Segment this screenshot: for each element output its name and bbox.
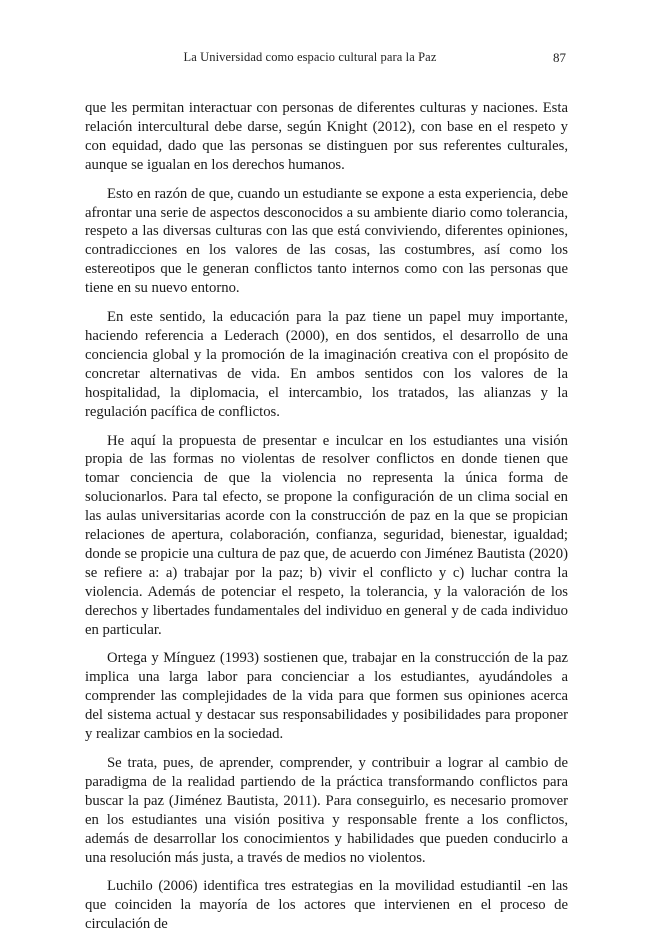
- paragraph: Se trata, pues, de aprender, comprender, y contribuir a lograr al cambio de paradigma de la realidad partiendo de la práctica transformando conflictos para buscar la paz (Jiménez Bautista, 2011). Para conseguirlo, es necesario promover en los estudiantes una visión positiva y responsable frente a los conflictos, además de desarrollar los conocimientos y habilidades que pueden conducirlo a una resolución más justa, a través de medios no violentos.: [85, 755, 568, 866]
- running-header: [0, 50, 650, 70]
- running-title: La Universidad como espacio cultural para la Paz: [183, 50, 437, 64]
- page-number: 87: [553, 50, 566, 65]
- paragraph: Ortega y Mínguez (1993) sostienen que, trabajar en la construcción de la paz implica una larga labor para concienciar a los estudiantes, ayudándoles a comprender las complejidades de la vida para que formen sus opiniones acerca del sistema actual y destacar sus responsabilidades y posibilidades para proponer y realizar cambios en la sociedad.: [85, 650, 568, 743]
- paragraph: En este sentido, la educación para la paz tiene un papel muy importante, haciendo referencia a Lederach (2000), en dos sentidos, el desarrollo de una conciencia global y la promoción de la imaginación creativa con el propósito de concretar alternativas de vida. En ambos sentidos con los valores de la hospitalidad, la diplomacia, el intercambio, los tratados, las alianzas y la regulación pacífica de conflictos.: [85, 309, 568, 420]
- paragraph: Luchilo (2006) identifica tres estrategias en la movilidad estudiantil -en las que coinciden la mayoría de los actores que intervienen en el proceso de circulación de: [85, 878, 568, 933]
- paragraph: He aquí la propuesta de presentar e inculcar en los estudiantes una visión propia de las formas no violentas de resolver conflictos en donde tienen que tomar conciencia de que la violencia no representa la única forma de solucionarlos. Para tal efecto, se propone la configuración de un clima social en las aulas universitarias acorde con la construcción de paz en la que se propician relaciones de apertura, colaboración, confianza, seguridad, bienestar, igualdad; donde se propicie una cultura de paz que, de acuerdo con Jiménez Bautista (2020) se refiere a: a) trabajar por la paz; b) vivir el conflicto y c) luchar contra la violencia. Además de potenciar el respeto, la tolerancia, y la valoración de los derechos y libertades fundamentales del individuo en general y de cada individuo en particular.: [85, 432, 568, 638]
- body-text: [85, 99, 568, 944]
- paragraph: Esto en razón de que, cuando un estudiante se expone a esta experiencia, debe afrontar una serie de aspectos desconocidos a su ambiente diario como tolerancia, respeto a las diversas culturas con las que está conviviendo, diferentes opiniones, contradicciones en los valores de las cosas, las costumbres, así como los estereotipos que le generan conflictos tanto internos como con las personas que tiene en su nuevo entorno.: [85, 185, 568, 297]
- paragraph-continuation: que les permitan interactuar con personas de diferentes culturas y naciones. Esta relación intercultural debe darse, según Knight (2012), con base en el respeto y con equidad, dado que las personas se distinguen por sus referentes culturales, aunque se igualan en los derechos humanos.: [85, 100, 568, 173]
